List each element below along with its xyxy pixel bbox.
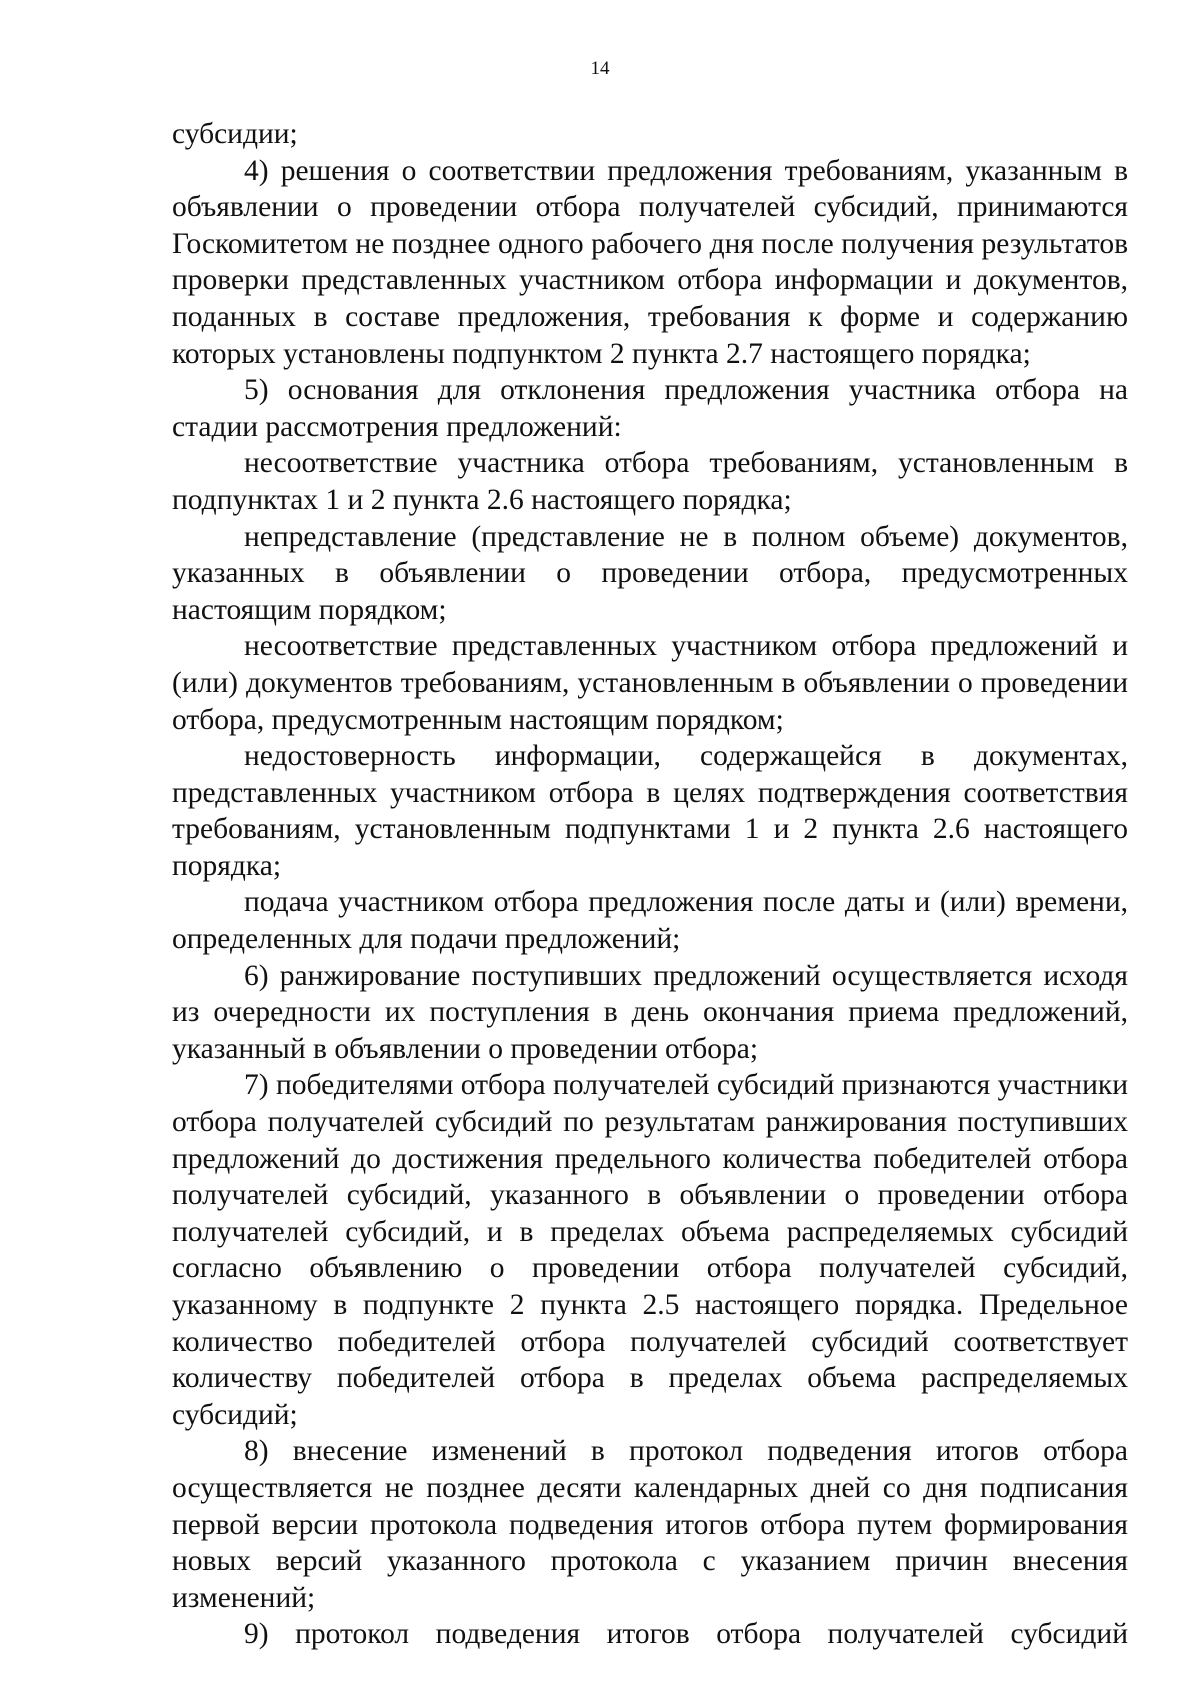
- paragraph-item-9: 9) протокол подведения итогов отбора получателей субсидий: [244, 1618, 1128, 1651]
- paragraph-item-8: 8) внесение изменений в протокол подведения итогов отбора осуществляется не позднее десяти календарных дней со дня подписания первой версии протокола подведения итогов отбора путем формирования новых версий указанного протокола с указанием причин внесения изменений;: [172, 1435, 1128, 1614]
- paragraph-ground-inaccuracy: недостоверность информации, содержащейся в документах, представленных участником отбора в целях подтверждения соответствия требованиям, установленным подпунктами 1 и 2 пункта 2.6 настоящего порядка;: [172, 740, 1128, 882]
- paragraph-item-7: 7) победителями отбора получателей субсидий признаются участники отбора получателей субсидий по результатам ранжирования поступивших предложений до достижения предельного количества победителей отбора получателей субсидий, указанного в объявлении о проведении отбора получателей субсидий, и в пределах объема распределяемых субсидий согласно объявлению о проведении отбора получателей субсидий, указанному в подпункте 2 пункта 2.5 настоящего порядка. Предельное количество победителей отбора получателей субсидий соответствует количеству победителей отбора в пределах объема распределяемых субсидий;: [172, 1069, 1128, 1431]
- page-number: 14: [590, 58, 610, 79]
- document-body: [172, 116, 1128, 1653]
- paragraph-ground-documents-mismatch: несоответствие представленных участником отбора предложений и (или) документов требованиям, установленным в объявлении о проведении отбора, предусмотренным настоящим порядком;: [172, 630, 1128, 736]
- paragraph-ground-nonsubmission: непредставление (представление не в полном объеме) документов, указанных в объявлении о проведении отбора, предусмотренных настоящим порядком;: [172, 520, 1128, 626]
- paragraph-item-6: 6) ранжирование поступивших предложений осуществляется исходя из очередности их поступления в день окончания приема предложений, указанный в объявлении о проведении отбора;: [172, 959, 1128, 1065]
- paragraph-ground-noncompliance: несоответствие участника отбора требованиям, установленным в подпунктах 1 и 2 пункта 2.6 настоящего порядка;: [172, 447, 1128, 516]
- paragraph-item-5: 5) основания для отклонения предложения участника отбора на стадии рассмотрения предложений:: [172, 374, 1128, 443]
- paragraph-item-4: 4) решения о соответствии предложения требованиям, указанным в объявлении о проведении отбора получателей субсидий, принимаются Госкомитетом не позднее одного рабочего дня после получения результатов проверки представленных участником отбора информации и документов, поданных в составе предложения, требования к форме и содержанию которых установлены подпунктом 2 пункта 2.7 настоящего порядка;: [172, 154, 1128, 370]
- paragraph-ground-late-submission: подача участником отбора предложения после даты и (или) времени, определенных для подачи предложений;: [172, 886, 1128, 956]
- paragraph-continuation: субсидии;: [172, 118, 298, 150]
